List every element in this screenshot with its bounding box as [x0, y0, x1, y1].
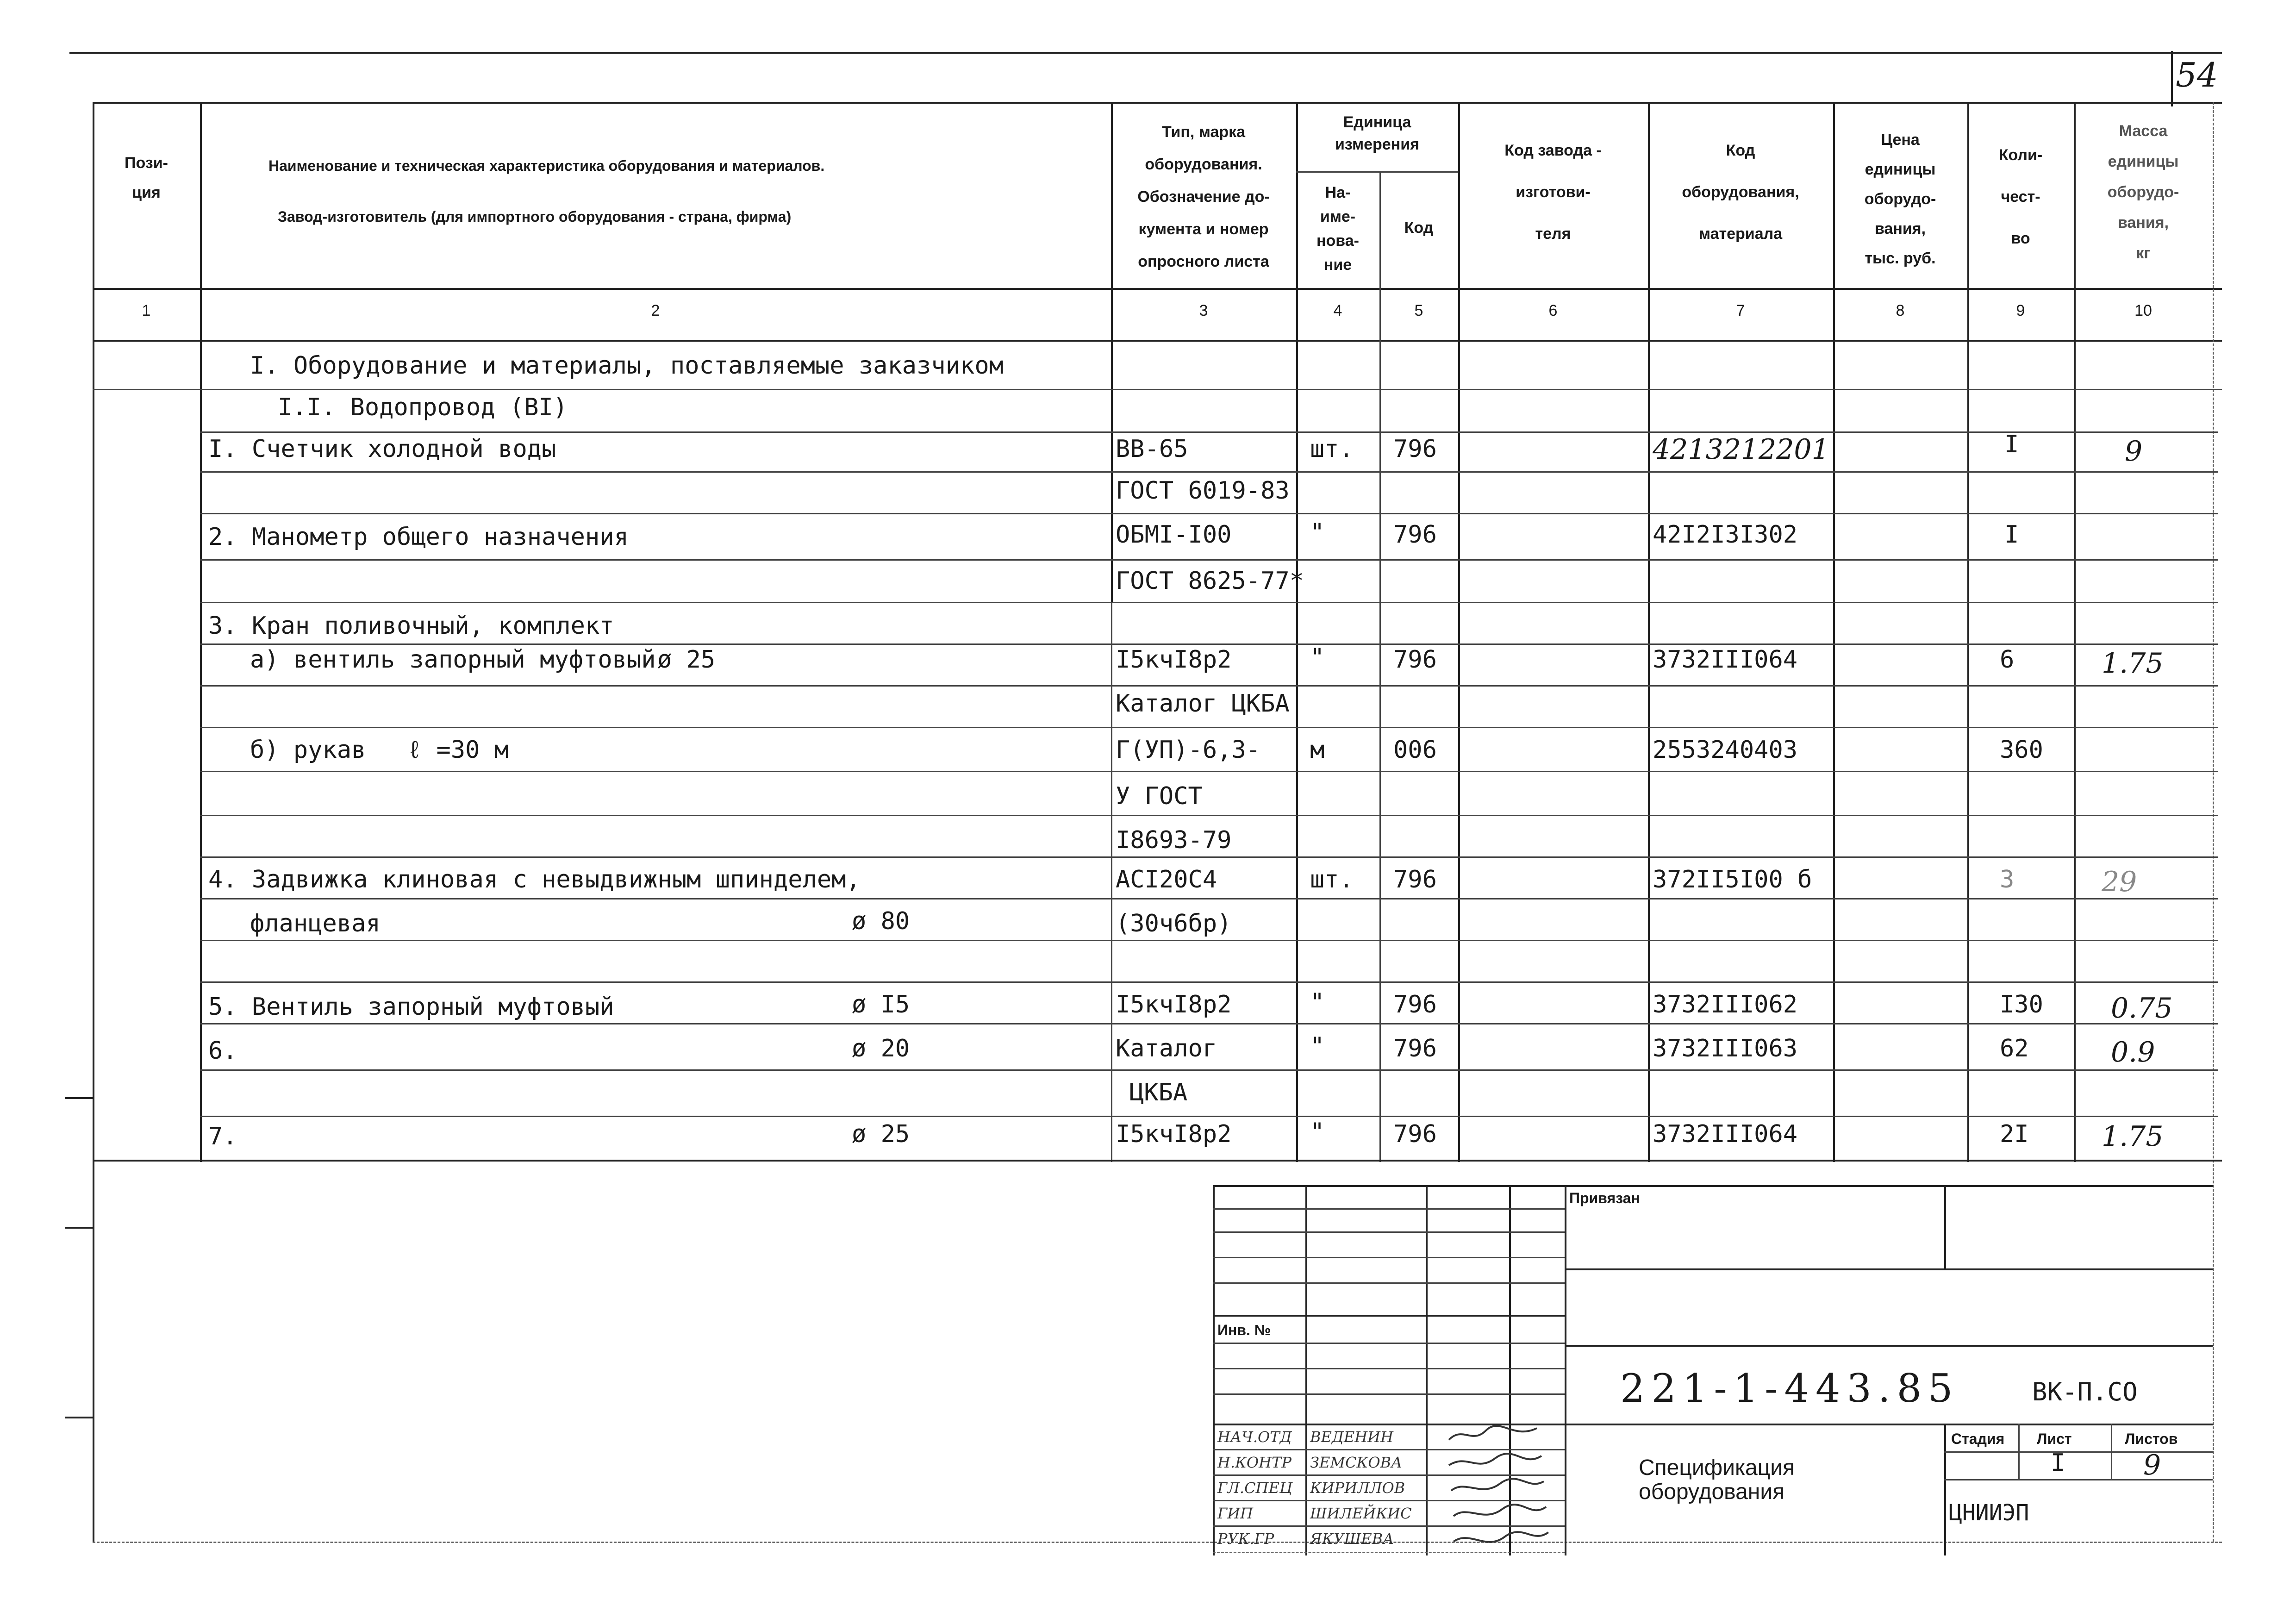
stage-label: Стадия [1951, 1430, 2005, 1447]
row6-code: 796 [1393, 1035, 1437, 1062]
row-section-title: I. Оборудование и материалы, поставляемые заказчиком [250, 352, 1004, 380]
row2-code: 796 [1393, 521, 1437, 549]
row2-equip-code: 42I2I3I302 [1653, 521, 1798, 549]
header-units-group: Единица измерения [1335, 113, 1419, 153]
header-col4: На- име- нова- ние [1316, 184, 1359, 274]
sheet-label: Лист [2037, 1430, 2072, 1447]
sig-name-3: КИРИЛЛОВ [1310, 1479, 1405, 1497]
row3b-standard-1: У ГОСТ [1116, 782, 1203, 810]
row3a-diameter: ø 25 [657, 646, 716, 674]
row7-code: 796 [1393, 1120, 1437, 1148]
row5-mass: 0.75 [2111, 992, 2173, 1024]
header-col7: Код оборудования, материала [1682, 142, 1799, 243]
row5-name: 5. Вентиль запорный муфтовый [208, 993, 614, 1021]
header-col6: Код завода - изготови- теля [1504, 142, 1602, 243]
organization: ЦНИИЭП [1949, 1500, 2029, 1526]
sig-name-1: ВЕДЕНИН [1310, 1428, 1393, 1446]
row5-equip-code: 3732III062 [1653, 991, 1798, 1018]
document-number: 221-1-443.85 [1620, 1366, 1959, 1411]
row3a-name: а) вентиль запорный муфтовый [250, 646, 656, 674]
row3b-length: ℓ =30 м [407, 736, 509, 764]
header-col10: Масса единицы оборудо- вания, кг [2107, 122, 2179, 262]
row1-name: I. Счетчик холодной воды [208, 435, 556, 463]
row5-qty: I30 [2000, 991, 2043, 1018]
row3b-unit: м [1310, 736, 1325, 764]
row7-qty: 2I [2000, 1120, 2029, 1148]
row5-code: 796 [1393, 991, 1437, 1018]
frame-right [2213, 102, 2214, 1542]
row1-code: 796 [1393, 435, 1437, 463]
sig-role-2: Н.КОНТР [1217, 1454, 1292, 1471]
row3b-type: Г(УП)-6,3- [1116, 736, 1261, 764]
row6-equip-code: 3732III063 [1653, 1035, 1798, 1062]
row2-type: ОБМI-I00 [1116, 521, 1232, 549]
sig-role-5: РУК.ГР [1217, 1530, 1274, 1548]
row4-equip-code: 372II5I00 б [1653, 866, 1812, 893]
row4-code: 796 [1393, 866, 1437, 893]
row6-unit: " [1310, 1032, 1325, 1060]
row2-name: 2. Манометр общего назначения [208, 523, 629, 551]
row3a-qty: 6 [2000, 646, 2015, 674]
handwritten-signatures [1444, 1421, 1555, 1560]
header-col9: Коли- чест- во [1998, 146, 2043, 247]
header-col3: Тип, марка оборудования. Обозначение до- кумента и номер опросного листа [1137, 123, 1270, 270]
sheet-value: I [2051, 1449, 2065, 1477]
row4-unit: шт. [1310, 866, 1354, 893]
row4-qty: 3 [2000, 866, 2015, 893]
row1-unit: шт. [1310, 435, 1354, 463]
row3a-catalog: Каталог ЦКБА [1116, 690, 1290, 718]
row-subsection-title: I.I. Водопровод (BI) [278, 394, 568, 421]
sig-role-3: ГЛ.СПЕЦ [1217, 1479, 1292, 1497]
document-title: Спецификация оборудования [1639, 1455, 1795, 1504]
row7-equip-code: 3732III064 [1653, 1120, 1798, 1148]
sig-name-5: ЯКУШЕВА [1310, 1530, 1394, 1548]
colnum-bottom [93, 340, 2222, 342]
header-col5: Код [1404, 219, 1434, 237]
colnum-5: 5 [1414, 302, 1423, 319]
table-top [93, 102, 2222, 104]
row6-qty: 62 [2000, 1035, 2029, 1062]
sig-role-4: ГИП [1217, 1505, 1253, 1522]
inv-no-label: Инв. № [1217, 1322, 1271, 1338]
row2-qty: I [2004, 521, 2019, 549]
row3-name: 3. Кран поливочный, комплект [208, 612, 614, 640]
row7-name: 7. [208, 1123, 237, 1150]
row4-model: (30ч6бр) [1116, 910, 1232, 937]
header-bottom [93, 288, 2222, 290]
row3a-code: 796 [1393, 646, 1437, 674]
row3b-qty: 360 [2000, 736, 2043, 764]
row1-type: ВВ-65 [1116, 435, 1188, 463]
row6-name: 6. [208, 1037, 237, 1065]
row5-diameter: ø I5 [852, 991, 910, 1018]
row4-name: 4. Задвижка клиновая с невыдвижным шпинделем, [208, 866, 861, 893]
row3a-mass: 1.75 [2102, 647, 2164, 680]
row3b-name: б) рукав [250, 736, 366, 764]
row1-equip-code: 4213212201 [1653, 433, 1829, 466]
row1-standard: ГОСТ 6019-83 [1116, 477, 1290, 505]
colnum-7: 7 [1736, 302, 1745, 319]
row2-unit: " [1310, 518, 1325, 546]
row7-unit: " [1310, 1118, 1325, 1146]
row7-mass: 1.75 [2102, 1120, 2164, 1153]
colnum-6: 6 [1548, 302, 1558, 319]
sig-name-4: ШИЛЕЙКИС [1310, 1505, 1412, 1522]
frame-bottom [93, 1542, 2222, 1543]
privyazan-label: Привязан [1569, 1190, 1640, 1206]
colnum-10: 10 [2134, 302, 2152, 319]
row6-type: Каталог [1116, 1035, 1217, 1062]
colnum-4: 4 [1333, 302, 1342, 319]
row3a-equip-code: 3732III064 [1653, 646, 1798, 674]
row1-qty: I [2004, 431, 2019, 458]
row4-name-cont: фланцевая [250, 910, 381, 937]
document-code: ВК-П.СО [2032, 1377, 2138, 1406]
row7-diameter: ø 25 [852, 1120, 910, 1148]
row4-mass: 29 [2102, 866, 2137, 898]
colnum-1: 1 [142, 302, 151, 319]
colnum-2: 2 [651, 302, 660, 319]
row3a-type: I5кчI8р2 [1116, 646, 1232, 674]
row4-diameter: ø 80 [852, 907, 910, 935]
colnum-9: 9 [2016, 302, 2025, 319]
row2-standard: ГОСТ 8625-77* [1116, 567, 1304, 595]
row3b-standard-2: I8693-79 [1116, 826, 1232, 854]
row6-mass: 0.9 [2111, 1036, 2155, 1068]
row3b-equip-code: 2553240403 [1653, 736, 1798, 764]
sig-name-2: ЗЕМСКОВА [1310, 1454, 1403, 1471]
colnum-3: 3 [1199, 302, 1208, 319]
page-number: 54 [2176, 56, 2218, 94]
row1-mass: 9 [2125, 435, 2143, 468]
row7-type: I5кчI8р2 [1116, 1120, 1232, 1148]
header-col2-line1: Наименование и техническая характеристика оборудования и материалов. [268, 157, 825, 174]
frame-top [69, 52, 2222, 54]
row3a-unit: " [1310, 643, 1325, 671]
row5-type: I5кчI8р2 [1116, 991, 1232, 1018]
header-col8: Цена единицы оборудо- вания, тыс. руб. [1864, 131, 1936, 267]
row6-catalog: ЦКБА [1129, 1079, 1188, 1106]
row5-unit: " [1310, 988, 1325, 1016]
header-col1: Пози- ция [125, 154, 168, 201]
row4-type: АСI20С4 [1116, 866, 1217, 893]
header-col2-line2: Завод-изготовитель (для импортного оборудования - страна, фирма) [278, 208, 792, 225]
row6-diameter: ø 20 [852, 1035, 910, 1062]
sheets-value: 9 [2143, 1449, 2161, 1481]
colnum-8: 8 [1896, 302, 1905, 319]
row3b-code: 006 [1393, 736, 1437, 764]
sig-role-1: НАЧ.ОТД [1217, 1428, 1292, 1446]
sheets-label: Листов [2125, 1430, 2178, 1447]
